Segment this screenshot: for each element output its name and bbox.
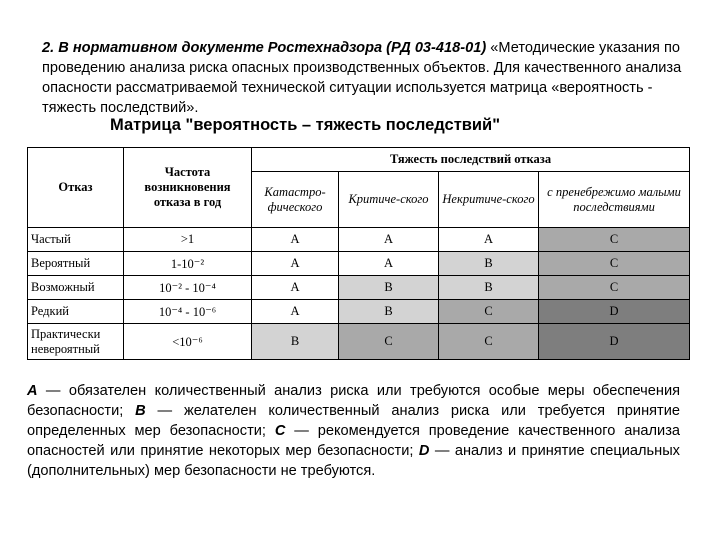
row-frequency: <10⁻⁶ [124, 324, 252, 360]
row-frequency: 1-10⁻² [124, 252, 252, 276]
matrix-cell: A [339, 252, 439, 276]
matrix-cell: A [439, 228, 539, 252]
row-failure: Редкий [28, 300, 124, 324]
table-row [28, 252, 690, 276]
table-row [28, 300, 690, 324]
legend-key-b: B [135, 403, 146, 419]
row-frequency: 10⁻⁴ - 10⁻⁶ [124, 300, 252, 324]
intro-text: «Методические указания по проведению анализа риска опасных производственных объектов. Для качественного анализа опасности рассматриваемой технической ситуации используется матрица «вероятность - тяжесть последствий». [42, 40, 682, 116]
row-frequency: 10⁻² - 10⁻⁴ [124, 276, 252, 300]
legend-key-c: C [274, 423, 286, 439]
matrix-cell: C [439, 300, 539, 324]
matrix-cell: C [539, 228, 690, 252]
table-row [28, 276, 690, 300]
legend-paragraph [27, 381, 680, 481]
header-severity-noncritical: Некритиче-ского [439, 172, 539, 228]
matrix-cell: A [252, 276, 339, 300]
table-row [28, 228, 690, 252]
row-failure: Частый [28, 228, 124, 252]
intro-paragraph [42, 38, 682, 118]
risk-matrix-table [27, 147, 690, 360]
header-failure: Отказ [28, 148, 124, 228]
legend-key-d: D [418, 443, 430, 459]
row-failure: Практически невероятный [28, 324, 124, 360]
matrix-cell: B [252, 324, 339, 360]
header-severity-negligible: с пренебрежимо малыми последствиями [539, 172, 690, 228]
matrix-cell: B [339, 276, 439, 300]
matrix-cell: A [252, 252, 339, 276]
header-severity-group: Тяжесть последствий отказа [252, 148, 690, 172]
matrix-cell: B [339, 300, 439, 324]
matrix-title: Матрица "вероятность – тяжесть последствий" [110, 116, 501, 134]
header-frequency: Частота возникновения отказа в год [124, 148, 252, 228]
row-frequency: >1 [124, 228, 252, 252]
matrix-cell: A [252, 300, 339, 324]
matrix-cell: B [439, 252, 539, 276]
matrix-cell: B [439, 276, 539, 300]
intro-lead: 2. В нормативном документе Ростехнадзора (РД 03-418-01) [42, 40, 487, 56]
matrix-cell: A [252, 228, 339, 252]
header-severity-critical: Критиче-ского [339, 172, 439, 228]
legend-text-a: — обязателен количественный анализ риска или требуются особые меры обеспечения безопасности; [27, 383, 680, 419]
matrix-cell: A [339, 228, 439, 252]
legend-key-a: A [27, 383, 38, 399]
legend-text-b: — желателен количественный анализ риска или требуется принятие определенных мер безопасности; [27, 403, 680, 439]
row-failure: Возможный [28, 276, 124, 300]
matrix-cell: C [539, 252, 690, 276]
matrix-cell: D [539, 324, 690, 360]
legend-text-d: — анализ и принятие специальных (дополнительных) мер безопасности не требуются. [27, 443, 680, 479]
header-severity-catastrophic: Катастро-фического [252, 172, 339, 228]
matrix-cell: D [539, 300, 690, 324]
row-failure: Вероятный [28, 252, 124, 276]
legend-text-c: — рекомендуется проведение качественного анализа опасностей или принятие некоторых мер безопасности; [27, 423, 681, 459]
table-row [28, 324, 690, 360]
matrix-cell: C [539, 276, 690, 300]
matrix-cell: C [439, 324, 539, 360]
matrix-cell: C [339, 324, 439, 360]
